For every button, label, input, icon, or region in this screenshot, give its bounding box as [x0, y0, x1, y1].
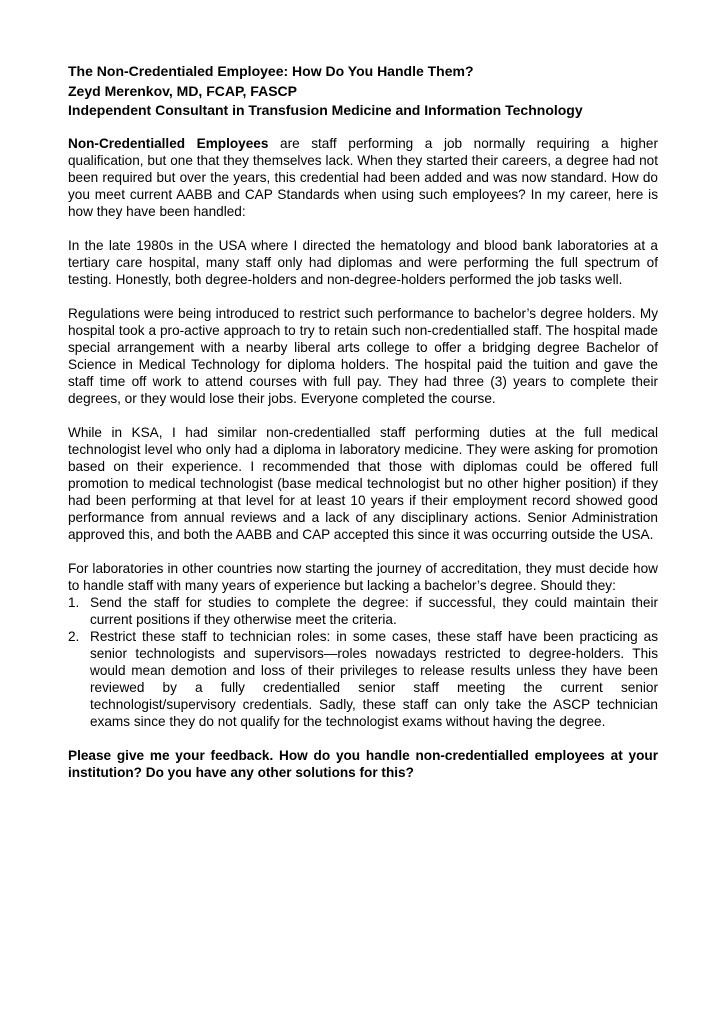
document-content	[68, 62, 658, 798]
paragraph-ksa: While in KSA, I had similar non-credentialled staff performing duties at the full medical technologist level who only had a diploma in laboratory medicine. They were asking for promotion based on their experience. I recommended that those with diplomas could be offered full promotion to medical technologist (base medical technologist but no other higher position) if they had been performing at that level for at least 10 years if their employment record showed good performance from annual reviews and a lack of any disciplinary actions. Senior Administration approved this, and both the AABB and CAP accepted this since it was occurring outside the USA.	[68, 424, 658, 542]
list-item-number: 2.	[68, 628, 80, 644]
closing-paragraph: Please give me your feedback. How do you handle non-credentialled employees at your institution? Do you have any other solutions for this?	[68, 747, 658, 780]
intro-bold-lead: Non-Credentialled Employees	[68, 135, 269, 151]
numbered-list	[68, 594, 658, 730]
list-item-number: 1.	[68, 594, 80, 610]
author-line: Zeyd Merenkov, MD, FCAP, FASCP	[68, 82, 297, 99]
title-block	[68, 62, 658, 121]
document-title: The Non-Credentialed Employee: How Do You Handle Them?	[68, 63, 474, 79]
intro-paragraph	[68, 135, 658, 220]
affiliation-line: Independent Consultant in Transfusion Medicine and Information Technology	[68, 102, 583, 118]
paragraph-usa-1980s: In the late 1980s in the USA where I directed the hematology and blood bank laboratories at a tertiary care hospital, many staff only had diplomas and were performing the full spectrum of testing. Honestly, both degree-holders and non-degree-holders performed the job tasks well.	[68, 237, 658, 287]
list-item-text: Send the staff for studies to complete the degree: if successful, they could maintain their current positions if they otherwise meet the criteria.	[90, 594, 658, 627]
paragraph-regulations: Regulations were being introduced to restrict such performance to bachelor’s degree holders. My hospital took a pro-active approach to try to retain such non-credentialled staff. The hospital made special arrangement with a nearby liberal arts college to offer a bridging degree Bachelor of Science in Medical Technology for diploma holders. The hospital paid the tuition and gave the staff time off work to attend courses with full pay. They had three (3) years to complete their degrees, or they would lose their jobs. Everyone completed the course.	[68, 305, 658, 406]
list-item-2	[68, 628, 658, 730]
list-item-text: Restrict these staff to technician roles: in some cases, these staff have been practicing as senior technologists and supervisors—roles nowadays restricted to degree-holders. This would mean demotion and loss of their privileges to release results unless they have been reviewed by a fully credentialled senior staff meeting the current senior technologist/supervisory credentials. Sadly, these staff can only take the ASCP technician exams since they do not qualify for the technologist exams without having the degree.	[90, 628, 658, 729]
intro-paragraph-text: are staff performing a job normally requiring a higher qualification, but one that they themselves lack. When they started their careers, a degree had not been required but over the years, this credential had been added and was now standard. How do you meet current AABB and CAP Standards when using such employees? In my career, here is how they have been handled:	[68, 135, 659, 219]
list-item-1	[68, 594, 658, 628]
paragraph-accreditation: For laboratories in other countries now starting the journey of accreditation, they must decide how to handle staff with many years of experience but lacking a bachelor’s degree. Should they:	[68, 560, 658, 593]
